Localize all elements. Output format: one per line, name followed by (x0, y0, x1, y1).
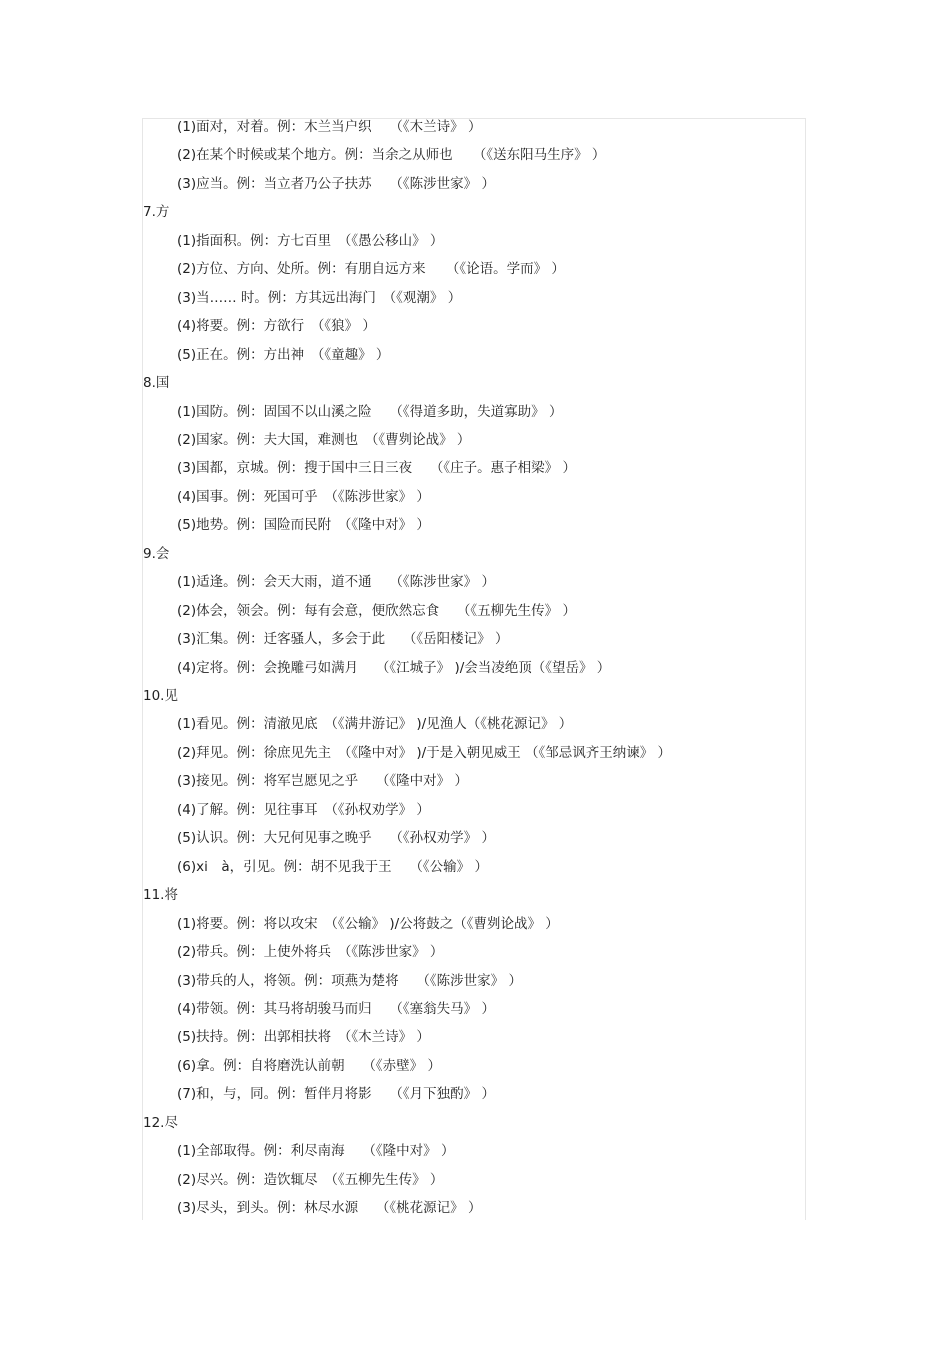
definition-line: (1)适逢。例：会天大雨，道不通 （《陈涉世家》 ） (177, 574, 495, 591)
definition-line: (7)和，与，同。例：暂伴月将影 （《月下独酌》 ） (177, 1086, 495, 1103)
definition-line: (2)方位、方向、处所。例：有朋自远方来 （《论语。学而》 ） (177, 261, 565, 278)
definition-line: (6)xi à，引见。例：胡不见我于王 （《公输》 ） (177, 858, 488, 875)
definition-line: (4)将要。例：方欲行 （《狼》 ） (177, 318, 376, 335)
definition-line: (4)带领。例：其马将胡骏马而归 （《塞翁失马》 ） (177, 1000, 495, 1017)
definition-line: (5)正在。例：方出神 （《童趣》 ） (177, 346, 390, 363)
definition-line: (5)地势。例：国险而民附 （《隆中对》 ） (177, 517, 430, 534)
entry-heading: 10.见 (143, 688, 178, 704)
definition-line: (1)国防。例：固国不以山溪之险 （《得道多助，失道寡助》 ） (177, 403, 563, 420)
entry-heading: 8.国 (143, 375, 170, 392)
definition-line: (4)定将。例：会挽雕弓如满月 （《江城子》 )/会当凌绝顶（《望岳》 ） (177, 659, 611, 676)
definition-line: (4)了解。例：见往事耳 （《孙权劝学》 ） (177, 801, 430, 818)
definition-line: (1)面对，对着。例：木兰当户织 （《木兰诗》 ） (177, 119, 482, 135)
definition-line: (3)国都，京城。例：搜于国中三日三夜 （《庄子。惠子相梁》 ） (177, 460, 576, 477)
definition-line: (5)扶持。例：出郭相扶将 （《木兰诗》 ） (177, 1029, 430, 1046)
definition-line: (3)应当。例：当立者乃公子扶苏 （《陈涉世家》 ） (177, 175, 495, 192)
definition-line: (3)尽头，到头。例：林尽水源 （《桃花源记》 ） (177, 1200, 482, 1217)
definition-line: (1)指面积。例：方七百里 （《愚公移山》 ） (177, 232, 444, 249)
definition-line: (1)将要。例：将以攻宋 （《公输》 )/公将鼓之（《曹刿论战》 ） (177, 915, 559, 932)
entry-heading: 9.会 (143, 545, 170, 562)
entry-heading: 11.将 (143, 887, 178, 904)
definition-line: (1)全部取得。例：利尽南海 （《隆中对》 ） (177, 1143, 455, 1160)
definition-line: (3)汇集。例：迁客骚人，多会于此 （《岳阳楼记》 ） (177, 631, 509, 648)
definition-line: (2)国家。例：夫大国，难测也 （《曹刿论战》 ） (177, 431, 471, 448)
definition-line: (2)拜见。例：徐庶见先主 （《隆中对》 )/于是入朝见威王 （《邹忌讽齐王纳谏》 ） (177, 744, 672, 761)
definition-line: (6)拿。例：自将磨洗认前朝 （《赤壁》 ） (177, 1057, 441, 1074)
definition-line: (5)认识。例：大兄何见事之晚乎 （《孙权劝学》 ） (177, 830, 495, 847)
entry-heading: 12.尽 (143, 1114, 178, 1131)
entry-heading: 7.方 (143, 204, 170, 221)
definition-line: (2)带兵。例：上使外将兵 （《陈涉世家》 ） (177, 944, 444, 960)
definition-line: (3)接见。例：将军岂愿见之乎 （《隆中对》 ） (177, 773, 468, 790)
definition-line: (4)国事。例：死国可乎 （《陈涉世家》 ） (177, 488, 430, 505)
definition-line: (3)带兵的人，将领。例：项燕为楚将 （《陈涉世家》 ） (177, 972, 522, 989)
definition-line: (2)体会，领会。例：每有会意，便欣然忘食 （《五柳先生传》 ） (177, 602, 576, 619)
definition-line: (3)当…… 时。例：方其远出海门 （《观潮》 ） (177, 289, 462, 306)
definition-line: (1)看见。例：清澈见底 （《满井游记》 )/见渔人（《桃花源记》 ） (177, 716, 573, 733)
definition-line: (2)尽兴。例：造饮辄尽 （《五柳先生传》 ） (177, 1171, 444, 1188)
definition-line: (2)在某个时候或某个地方。例：当余之从师也 （《送东阳马生序》 ） (177, 147, 606, 164)
